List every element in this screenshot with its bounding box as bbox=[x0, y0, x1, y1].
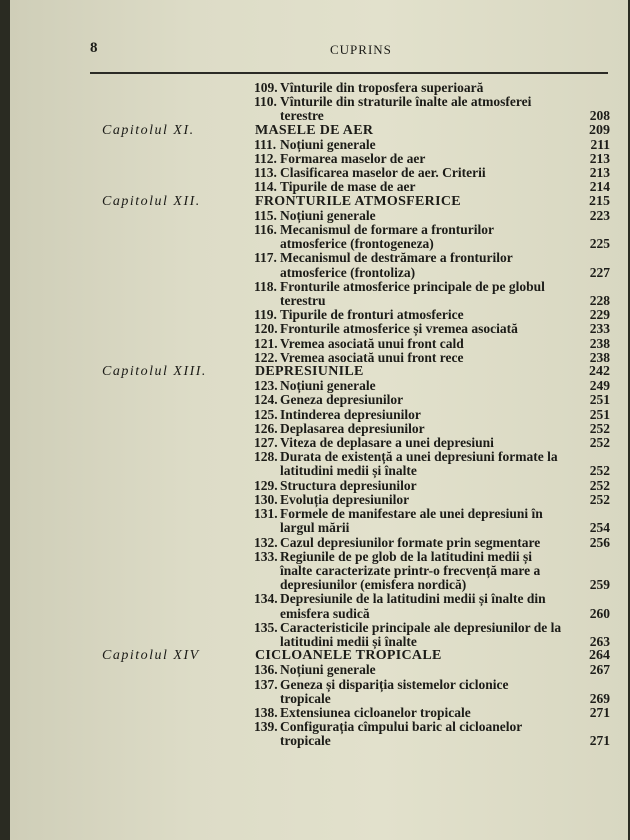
section-title: Cazul depresiunilor formate prin segmentare bbox=[280, 534, 541, 550]
page-ref: 252 bbox=[589, 435, 610, 451]
section-number: 120. bbox=[254, 321, 278, 337]
toc-section-row bbox=[10, 351, 628, 365]
toc-section-row bbox=[10, 422, 628, 436]
section-number: 109. bbox=[254, 80, 278, 95]
section-number: 127. bbox=[254, 435, 278, 451]
page-ref: 251 bbox=[589, 392, 610, 408]
page-ref: 242 bbox=[589, 364, 610, 380]
section-title: Formarea maselor de aer bbox=[280, 151, 426, 167]
section-title: Durata de existență a unei depresiuni formate la latitudini medii și înalte bbox=[280, 449, 558, 479]
toc-chapter-row bbox=[10, 124, 628, 138]
section-title: Vremea asociată unui front cald bbox=[280, 335, 464, 351]
toc-section-row bbox=[10, 209, 628, 223]
chapter-label: Capitolul XII. bbox=[102, 193, 201, 209]
section-number: 137. bbox=[254, 676, 278, 692]
toc-section-row bbox=[10, 393, 628, 407]
page-ref: 256 bbox=[589, 534, 610, 550]
section-title: Formele de manifestare ale unei depresiuni în largul mării bbox=[280, 506, 543, 536]
page-ref: 259 bbox=[589, 577, 610, 593]
section-number: 134. bbox=[254, 591, 278, 607]
toc-section-row bbox=[10, 251, 628, 279]
chapter-label: Capitolul XIII. bbox=[102, 364, 207, 380]
section-number: 119. bbox=[254, 307, 277, 323]
page-ref: 252 bbox=[589, 477, 610, 493]
section-title: Mecanismul de destrămare a fronturilor atmosferice (frontoliza) bbox=[280, 250, 513, 280]
section-number: 133. bbox=[254, 548, 278, 564]
section-number: 132. bbox=[254, 534, 278, 550]
section-number: 123. bbox=[254, 378, 278, 394]
section-number: 136. bbox=[254, 662, 278, 678]
chapter-title: MASELE DE AER bbox=[255, 122, 374, 138]
toc-section-row bbox=[10, 379, 628, 393]
section-title: Viteza de deplasare a unei depresiuni bbox=[280, 435, 494, 451]
toc-chapter-row bbox=[10, 365, 628, 379]
page-ref: 238 bbox=[589, 349, 610, 365]
section-number: 125. bbox=[254, 406, 278, 422]
toc-section-row bbox=[10, 507, 628, 535]
section-title: Fronturile atmosferice principale de pe globul terestru bbox=[280, 278, 545, 309]
toc-section-row bbox=[10, 536, 628, 550]
section-title: Noțiuni generale bbox=[280, 662, 376, 678]
chapter-title: FRONTURILE ATMOSFERICE bbox=[255, 193, 461, 209]
section-title: Tipurile de fronturi atmosferice bbox=[280, 307, 464, 323]
toc-section-row bbox=[10, 720, 628, 748]
section-number: 122. bbox=[254, 349, 278, 365]
toc-section-row bbox=[10, 663, 628, 677]
section-title: Fronturile atmosferice și vremea asociată bbox=[280, 321, 518, 337]
toc-section-row bbox=[10, 95, 628, 123]
section-number: 124. bbox=[254, 392, 278, 408]
section-title: Deplasarea depresiunilor bbox=[280, 420, 425, 436]
toc-section-row bbox=[10, 223, 628, 251]
page-ref: 215 bbox=[589, 193, 610, 209]
section-title: Tipurile de mase de aer bbox=[280, 179, 416, 195]
toc-section-row bbox=[10, 550, 628, 593]
toc-section-row bbox=[10, 479, 628, 493]
page-ref: 223 bbox=[589, 207, 610, 223]
section-title: Geneza și dispariția sistemelor ciclonice tropicale bbox=[280, 676, 509, 706]
page-ref: 225 bbox=[589, 236, 610, 252]
toc-section-row bbox=[10, 280, 628, 308]
section-number: 117. bbox=[254, 250, 277, 266]
section-number: 130. bbox=[254, 491, 278, 507]
section-title: Geneza depresiunilor bbox=[280, 392, 404, 408]
section-title: Noțiuni generale bbox=[280, 136, 376, 152]
book-page bbox=[10, 0, 628, 840]
toc-section-row bbox=[10, 180, 628, 194]
page-ref: 269 bbox=[589, 690, 610, 706]
page-ref: 271 bbox=[589, 733, 610, 749]
page-ref: 214 bbox=[589, 179, 610, 195]
toc-section-row bbox=[10, 138, 628, 152]
section-title: Noțiuni generale bbox=[280, 207, 376, 223]
toc-chapter-row bbox=[10, 649, 628, 663]
running-title: CUPRINS bbox=[330, 42, 392, 57]
section-number: 110. bbox=[254, 94, 277, 110]
page-ref: 264 bbox=[589, 648, 610, 664]
page-ref: 213 bbox=[589, 151, 610, 167]
section-title: Vînturile din straturile înalte ale atmosferei terestre bbox=[280, 94, 532, 124]
section-title: Regiunile de pe glob de la latitudini medii și înalte caracterizate printr-o frecvență mare a depresiunilor (emisfera nordică) bbox=[280, 548, 541, 593]
page-ref: 260 bbox=[589, 605, 610, 621]
section-title: Structura depresiunilor bbox=[280, 477, 417, 493]
toc-section-row bbox=[10, 678, 628, 706]
toc-section-row bbox=[10, 308, 628, 322]
page-ref: 211 bbox=[590, 136, 610, 152]
page-ref: 229 bbox=[589, 307, 610, 323]
table-of-contents bbox=[10, 81, 628, 749]
toc-section-row bbox=[10, 493, 628, 507]
section-number: 126. bbox=[254, 420, 278, 436]
section-title: Mecanismul de formare a fronturilor atmosferice (frontogeneza) bbox=[280, 222, 494, 252]
toc-section-row bbox=[10, 408, 628, 422]
page-ref: 271 bbox=[589, 704, 610, 720]
page-ref: 249 bbox=[589, 378, 610, 394]
page-ref: 252 bbox=[589, 463, 610, 479]
toc-section-row bbox=[10, 337, 628, 351]
section-number: 115. bbox=[254, 207, 277, 223]
page-ref: 238 bbox=[589, 335, 610, 351]
page-ref: 254 bbox=[589, 520, 610, 536]
section-number: 128. bbox=[254, 449, 278, 465]
toc-section-row bbox=[10, 436, 628, 450]
section-number: 111. bbox=[254, 136, 277, 152]
section-title: Depresiunile de la latitudini medii și înalte din emisfera sudică bbox=[280, 591, 546, 621]
toc-section-row bbox=[10, 621, 628, 649]
chapter-label: Capitolul XI. bbox=[102, 122, 195, 138]
toc-section-row bbox=[10, 322, 628, 336]
toc-section-row bbox=[10, 152, 628, 166]
page-ref: 228 bbox=[589, 293, 610, 309]
section-title: Vremea asociată unui front rece bbox=[280, 349, 464, 365]
page-ref: 209 bbox=[589, 122, 610, 138]
page-ref: 233 bbox=[589, 321, 610, 337]
page-ref: 213 bbox=[589, 165, 610, 181]
page-ref: 227 bbox=[589, 264, 610, 280]
header-rule bbox=[90, 72, 608, 74]
page-ref: 267 bbox=[589, 662, 610, 678]
section-number: 139. bbox=[254, 719, 278, 735]
page-ref: 251 bbox=[589, 406, 610, 422]
section-number: 113. bbox=[254, 165, 277, 181]
page-header bbox=[10, 38, 628, 62]
page-ref: 263 bbox=[589, 633, 610, 649]
section-number: 131. bbox=[254, 506, 278, 522]
chapter-label: Capitolul XIV bbox=[102, 648, 200, 664]
toc-chapter-row bbox=[10, 195, 628, 209]
section-title: Configurația cîmpului baric al cicloanelor tropicale bbox=[280, 719, 522, 749]
chapter-title: DEPRESIUNILE bbox=[255, 364, 364, 380]
chapter-title: CICLOANELE TROPICALE bbox=[255, 648, 442, 664]
section-number: 118. bbox=[254, 278, 277, 294]
toc-section-row bbox=[10, 706, 628, 720]
section-title: Evoluția depresiunilor bbox=[280, 491, 410, 507]
page-ref: 252 bbox=[589, 491, 610, 507]
section-title: Extensiunea cicloanelor tropicale bbox=[280, 704, 471, 720]
toc-section-row bbox=[10, 166, 628, 180]
section-number: 116. bbox=[254, 222, 277, 238]
toc-section-row bbox=[10, 592, 628, 620]
section-title: Noțiuni generale bbox=[280, 378, 376, 394]
toc-section-row bbox=[10, 81, 628, 95]
page-ref: 252 bbox=[589, 420, 610, 436]
section-number: 135. bbox=[254, 619, 278, 635]
section-number: 129. bbox=[254, 477, 278, 493]
page-number: 8 bbox=[90, 40, 98, 56]
section-title: Clasificarea maselor de aer. Criterii bbox=[280, 165, 486, 181]
section-number: 138. bbox=[254, 704, 278, 720]
section-title: Vînturile din troposfera superioară bbox=[280, 80, 484, 95]
section-title: Caracteristicile principale ale depresiunilor de la latitudini medii și înalte bbox=[280, 619, 562, 649]
toc-section-row bbox=[10, 450, 628, 478]
section-number: 114. bbox=[254, 179, 277, 195]
section-title: Intinderea depresiunilor bbox=[280, 406, 421, 422]
section-number: 112. bbox=[254, 151, 277, 167]
section-number: 121. bbox=[254, 335, 278, 351]
page-ref: 208 bbox=[589, 108, 610, 124]
